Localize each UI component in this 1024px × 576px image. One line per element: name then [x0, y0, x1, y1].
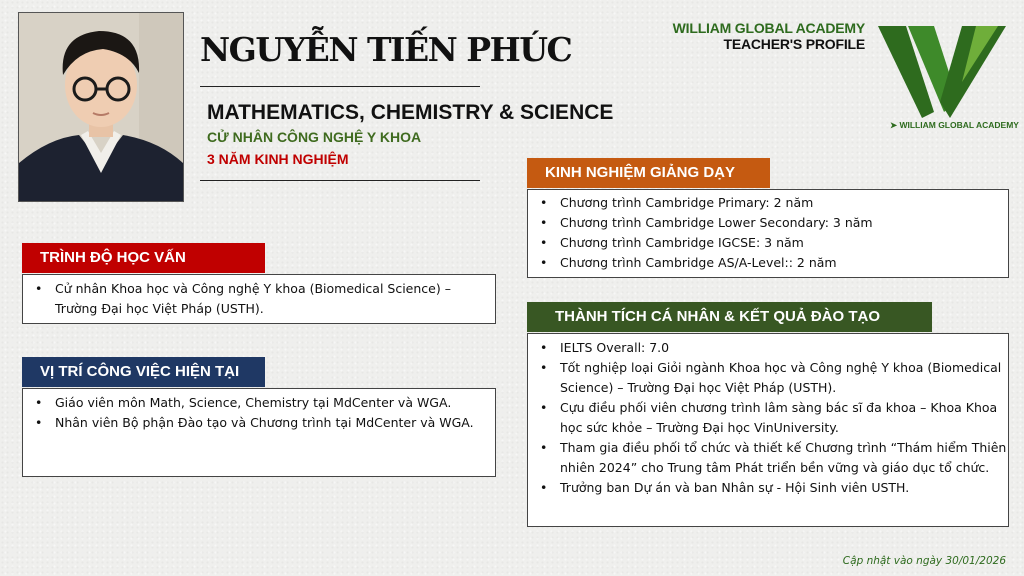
- list-item: • Chương trình Cambridge IGCSE: 3 năm: [528, 233, 1008, 253]
- name-divider: [200, 86, 480, 87]
- portrait-image: [19, 13, 183, 201]
- achievements-box: [527, 333, 1009, 527]
- subtitle-divider: [200, 180, 480, 181]
- document-type: TEACHER'S PROFILE: [723, 36, 865, 52]
- list-item: • Trưởng ban Dự án và ban Nhân sự - Hội Sinh viên USTH.: [528, 478, 1008, 498]
- achievements-header: THÀNH TÍCH CÁ NHÂN & KẾT QUẢ ĐÀO TẠO: [527, 302, 932, 332]
- list-item: • Chương trình Cambridge Lower Secondary: 3 năm: [528, 213, 1008, 233]
- last-updated: Cập nhật vào ngày 30/01/2026: [842, 555, 1006, 567]
- list-item: • Chương trình Cambridge AS/A-Level:: 2 năm: [528, 253, 1008, 273]
- logo-caption: ➤ WILLIAM GLOBAL ACADEMY: [890, 120, 1019, 130]
- list-item: • Cử nhân Khoa học và Công nghệ Y khoa (Biomedical Science) – Trường Đại học Việt Pháp (USTH).: [23, 279, 495, 319]
- list-item: • Tốt nghiệp loại Giỏi ngành Khoa học và Công nghệ Y khoa (Biomedical Science) – Trường Đại học Việt Pháp (USTH).: [528, 358, 1008, 398]
- list-item: • Cựu điều phối viên chương trình lâm sàng bác sĩ đa khoa – Khoa Khoa học sức khỏe – Trường Đại học VinUniversity.: [528, 398, 1008, 438]
- list-item: • IELTS Overall: 7.0: [528, 338, 1008, 358]
- academy-logo: [878, 22, 1008, 122]
- degree-label: CỬ NHÂN CÔNG NGHỆ Y KHOA: [207, 129, 422, 145]
- current-position-header: VỊ TRÍ CÔNG VIỆC HIỆN TẠI: [22, 357, 265, 387]
- teaching-experience-header: KINH NGHIỆM GIẢNG DẠY: [527, 158, 770, 188]
- current-position-box: [22, 388, 496, 477]
- education-box: [22, 274, 496, 324]
- list-item: • Tham gia điều phối tổ chức và thiết kế Chương trình “Thám hiểm Thiên nhiên 2024” cho Trung tâm Phát triển bền vững và giáo dục tổ chức.: [528, 438, 1008, 478]
- list-item: • Nhân viên Bộ phận Đào tạo và Chương trình tại MdCenter và WGA.: [23, 413, 495, 433]
- academy-name: WILLIAM GLOBAL ACADEMY: [672, 20, 865, 36]
- list-item: • Chương trình Cambridge Primary: 2 năm: [528, 193, 1008, 213]
- teaching-experience-box: [527, 189, 1009, 278]
- w-logo-icon: [878, 22, 1008, 122]
- teacher-name: NGUYỄN TIẾN PHÚC: [200, 30, 572, 69]
- teaching-subjects: MATHEMATICS, CHEMISTRY & SCIENCE: [207, 101, 614, 124]
- list-item: • Giáo viên môn Math, Science, Chemistry tại MdCenter và WGA.: [23, 393, 495, 413]
- education-header: TRÌNH ĐỘ HỌC VẤN: [22, 243, 265, 273]
- teacher-photo: [18, 12, 184, 202]
- experience-years: 3 NĂM KINH NGHIỆM: [207, 151, 349, 167]
